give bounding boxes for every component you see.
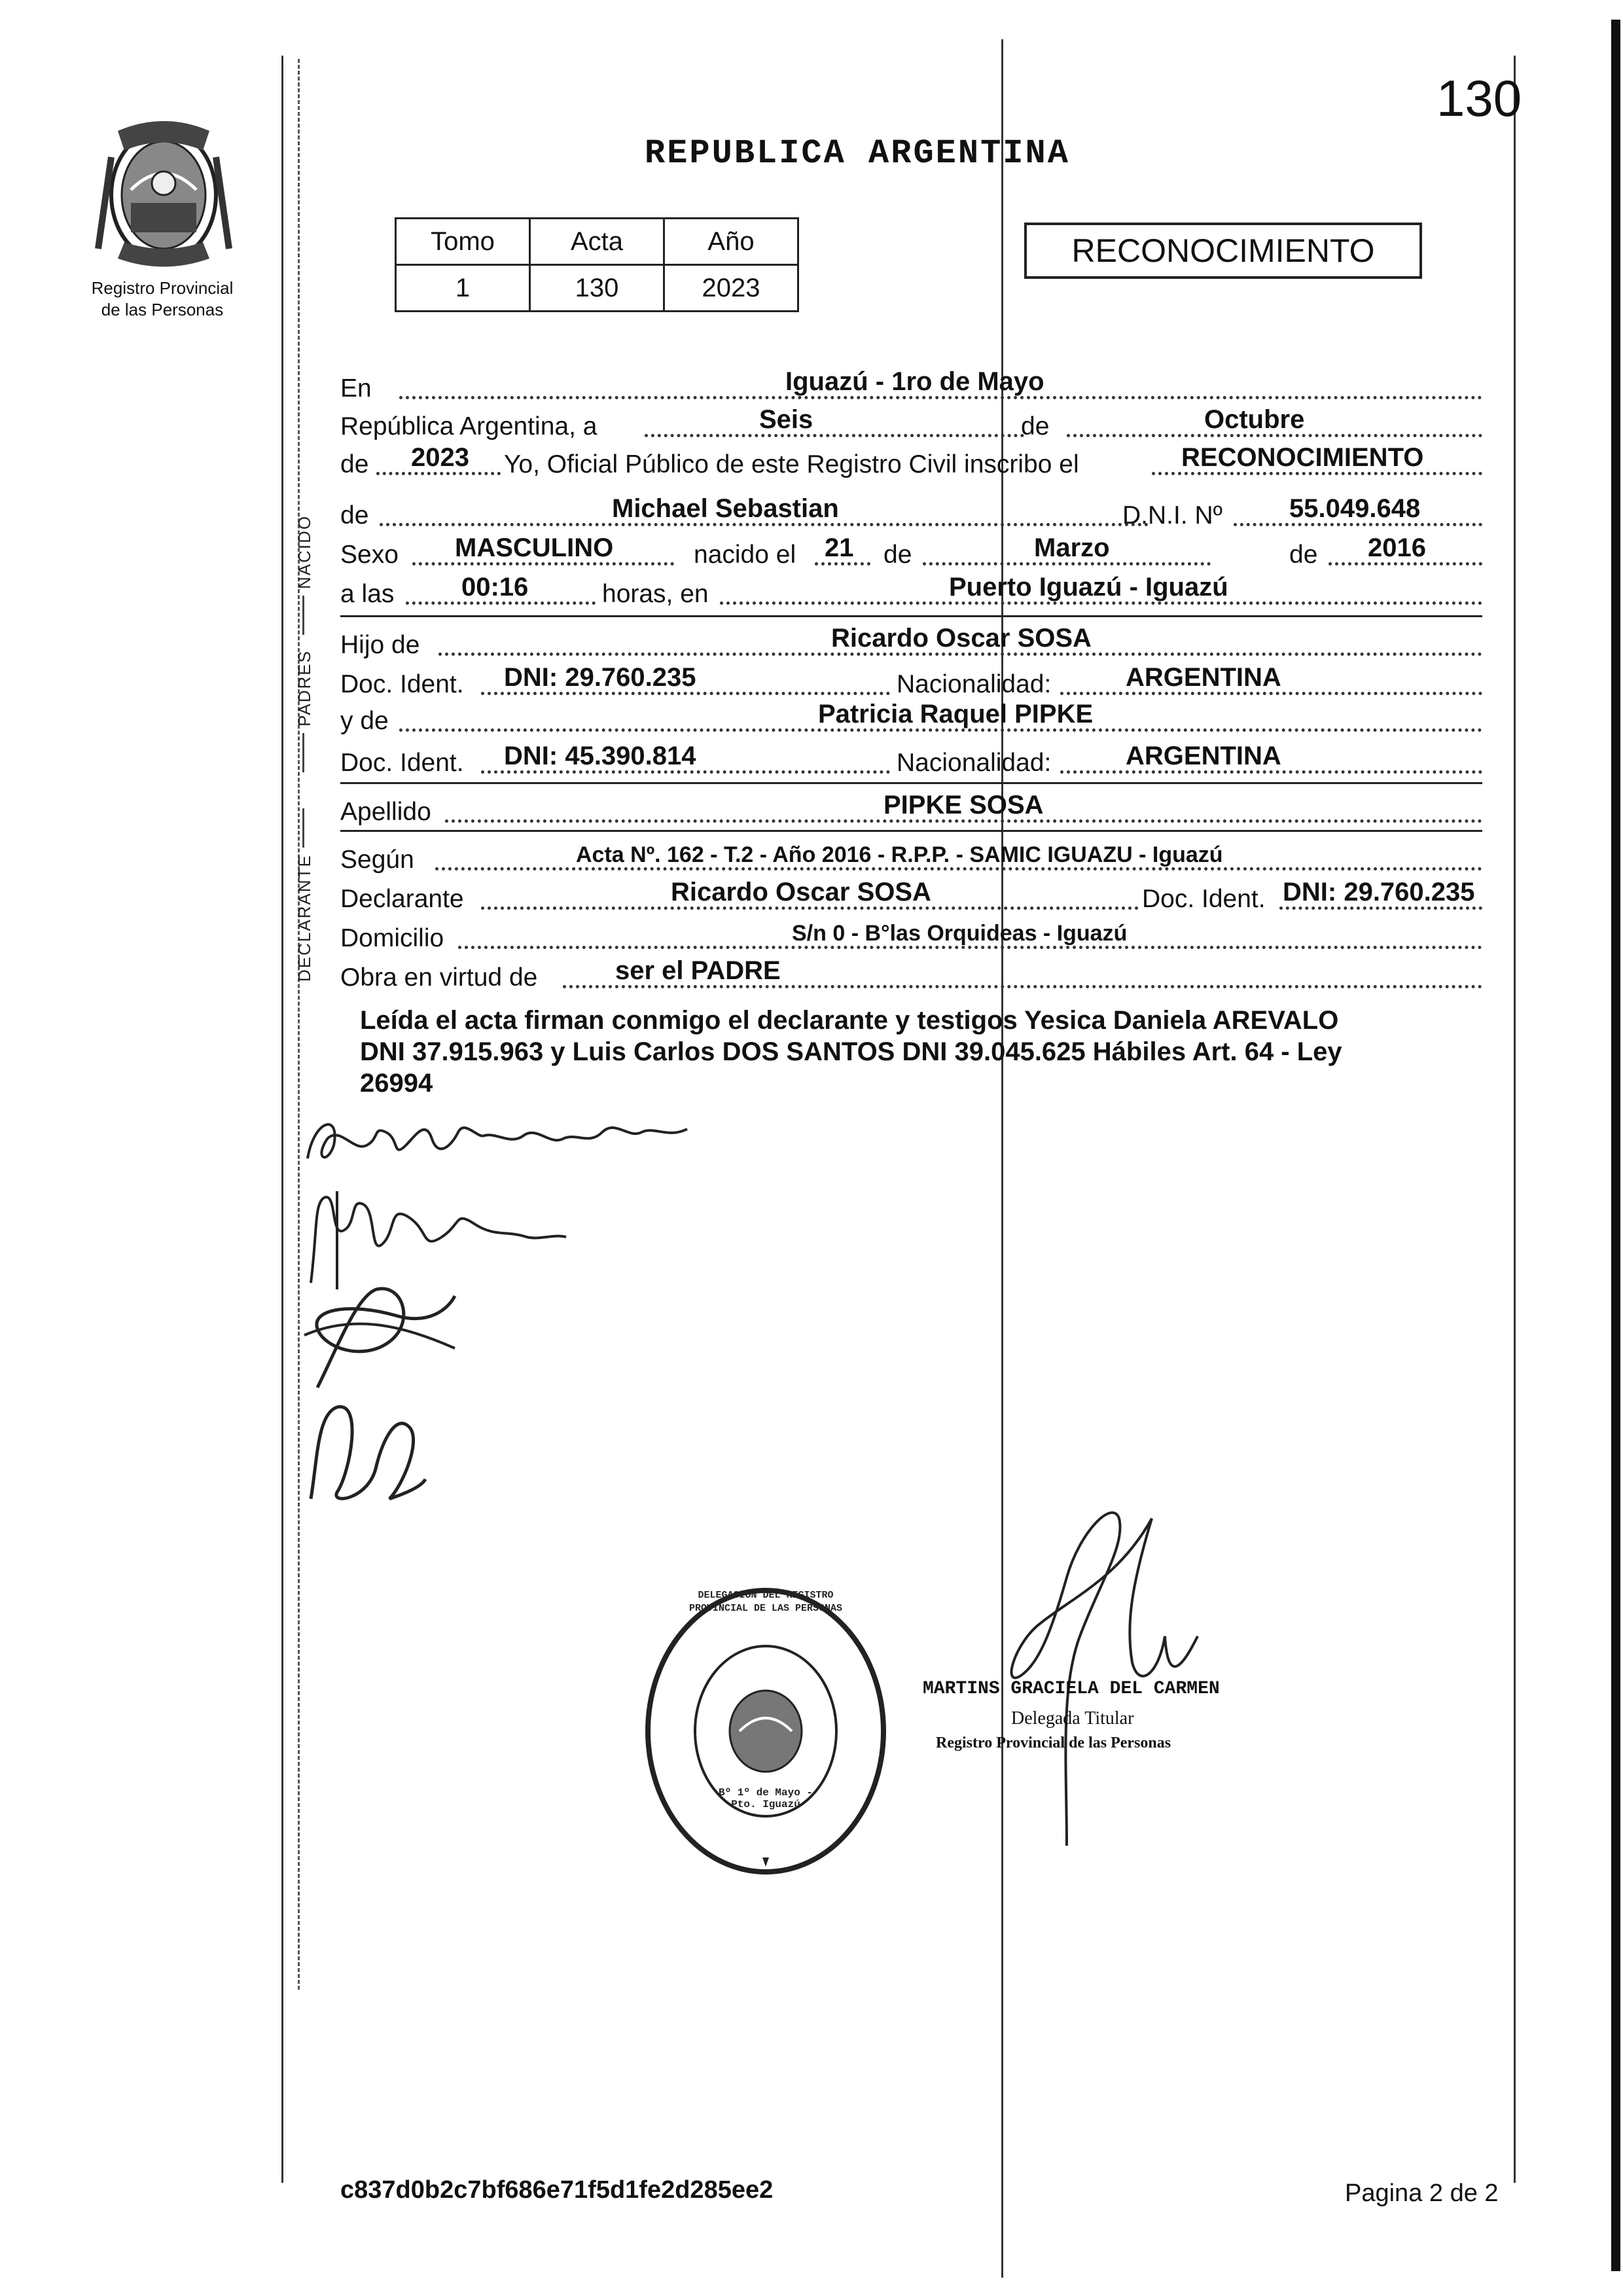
country-title: REPUBLICA ARGENTINA — [645, 134, 1070, 173]
dni-label: D.N.I. Nº — [1122, 501, 1222, 529]
row-hijo — [340, 622, 1482, 664]
nacido-day: 21 — [825, 533, 854, 562]
nac-madre-value: ARGENTINA — [1126, 742, 1281, 770]
declarante-doc-value: DNI: 29.760.235 — [1283, 878, 1475, 906]
doc-padre-value: DNI: 29.760.235 — [504, 663, 696, 692]
doc-type-box: RECONOCIMIENTO — [1024, 223, 1422, 279]
republica-month: Octubre — [1204, 405, 1305, 434]
segun-label: Según — [340, 846, 414, 874]
nombre-value: Michael Sebastian — [612, 494, 839, 523]
domicilio-label: Domicilio — [340, 924, 444, 952]
segun-value: Acta Nº. 162 - T.2 - Año 2016 - R.P.P. - SAMIC IGUAZU - Iguazú — [576, 842, 1223, 867]
tomo-value: 1 — [396, 265, 530, 312]
side-tick-2 — [302, 733, 304, 772]
tomo-header: Tomo — [396, 219, 530, 265]
nacido-de-label: de — [883, 541, 912, 569]
page-number: 130 — [1436, 69, 1522, 127]
nacido-year: 2016 — [1368, 533, 1426, 562]
sexo-value: MASCULINO — [455, 533, 614, 562]
officer-title: Delegada Titular — [1011, 1708, 1134, 1729]
nacido-de2-label: de — [1289, 541, 1318, 569]
apellido-label: Apellido — [340, 798, 431, 826]
nacido-label: nacido el — [694, 541, 796, 569]
acta-value: 130 — [530, 265, 664, 312]
side-label-padres: PADRES — [294, 650, 314, 726]
signature-officer — [969, 1492, 1243, 1859]
side-tick-3 — [302, 808, 304, 848]
domicilio-value: S/n 0 - B°las Orquideas - Iguazú — [792, 921, 1128, 946]
closing-line-1: Leída el acta firman conmigo el declarante y testigos Yesica Daniela AREVALO — [360, 1006, 1339, 1035]
nac-madre-label: Nacionalidad: — [897, 749, 1052, 777]
anio-header: Año — [664, 219, 798, 265]
seal-inner-text: Bº 1º de Mayo - Pto. Iguazú — [718, 1787, 813, 1810]
anio-value: 2023 — [664, 265, 798, 312]
logo-caption-1: Registro Provincial — [91, 278, 234, 298]
nac-padre-label: Nacionalidad: — [897, 670, 1052, 698]
logo-caption-2: de las Personas — [101, 300, 224, 319]
nacido-month: Marzo — [1034, 533, 1110, 562]
side-tick-1 — [302, 596, 304, 635]
horas-en-label: horas, en — [602, 580, 709, 608]
row-obra — [340, 954, 1482, 996]
y-de-label: y de — [340, 707, 389, 735]
row-nombre — [340, 492, 1482, 534]
declarante-label: Declarante — [340, 885, 464, 913]
doc-padre-label: Doc. Ident. — [340, 670, 464, 698]
nac-padre-value: ARGENTINA — [1126, 663, 1281, 692]
signature-testigo-2 — [298, 1388, 429, 1512]
seal-ring-text: DELEGACION DEL REGISTRO PROVINCIAL DE LAS PERSONAS — [688, 1590, 843, 1614]
declarante-doc-label: Doc. Ident. — [1142, 885, 1266, 913]
inscribo-value: RECONOCIMIENTO — [1181, 443, 1424, 472]
obra-label: Obra en virtud de — [340, 963, 538, 992]
row-madre — [340, 698, 1482, 740]
record-table — [395, 217, 799, 312]
officer-name: MARTINS GRACIELA DEL CARMEN — [923, 1679, 1220, 1699]
republica-dots-1 — [645, 434, 1024, 437]
row-sexo — [340, 531, 1482, 573]
hijo-label: Hijo de — [340, 631, 420, 659]
row-en — [340, 365, 1482, 407]
republica-day: Seis — [759, 405, 813, 434]
en-value: Iguazú - 1ro de Mayo — [785, 367, 1044, 396]
document-hash: c837d0b2c7bf686e71f5d1fe2d285ee2 — [340, 2176, 774, 2204]
row-domicilio — [340, 915, 1482, 957]
left-margin-line — [281, 56, 283, 2183]
registry-logo — [92, 118, 236, 275]
coat-of-arms-icon — [92, 118, 236, 275]
hora-label: a las — [340, 580, 395, 608]
divider-3 — [340, 830, 1482, 832]
row-doc-padre — [340, 661, 1482, 703]
de-year-label: de — [340, 450, 369, 478]
row-apellido — [340, 789, 1482, 831]
row-republica — [340, 403, 1482, 445]
acta-header: Acta — [530, 219, 664, 265]
hijo-value: Ricardo Oscar SOSA — [831, 624, 1092, 653]
madre-value: Patricia Raquel PIPKE — [818, 700, 1094, 728]
declarante-value: Ricardo Oscar SOSA — [671, 878, 931, 906]
nombre-label: de — [340, 501, 369, 529]
closing-line-3: 26994 — [360, 1069, 433, 1098]
side-label-declarante: DECLARANTE — [294, 854, 314, 982]
doc-madre-value: DNI: 45.390.814 — [504, 742, 696, 770]
inscribo-text: Yo, Oficial Público de este Registro Civil inscribo el — [504, 450, 1079, 478]
doc-madre-label: Doc. Ident. — [340, 749, 464, 777]
apellido-value: PIPKE SOSA — [883, 791, 1044, 819]
row-declarante — [340, 876, 1482, 918]
right-margin-line — [1514, 56, 1516, 2183]
side-label-nacido: NACIDO — [294, 514, 314, 589]
dni-value: 55.049.648 — [1289, 494, 1421, 523]
right-scan-bar — [1611, 20, 1620, 2271]
row-inscribo — [340, 441, 1482, 483]
closing-line-2: DNI 37.915.963 y Luis Carlos DOS SANTOS DNI 39.045.625 Hábiles Art. 64 - Ley — [360, 1037, 1342, 1066]
lugar-value: Puerto Iguazú - Iguazú — [949, 573, 1228, 601]
row-segun — [340, 836, 1482, 878]
de-year-value: 2023 — [411, 443, 469, 472]
sexo-label: Sexo — [340, 541, 399, 569]
official-seal — [641, 1584, 890, 1878]
row-hora — [340, 571, 1482, 613]
divider-1 — [340, 615, 1482, 617]
closing-text — [360, 1005, 1486, 1099]
divider-2 — [340, 782, 1482, 784]
officer-office: Registro Provincial de las Personas — [936, 1734, 1171, 1751]
signature-declarante — [301, 1100, 694, 1178]
row-doc-madre — [340, 740, 1482, 781]
en-label: En — [340, 374, 372, 403]
republica-de-label: de — [1021, 412, 1050, 440]
left-dashed-line — [298, 59, 300, 1990]
republica-label: República Argentina, a — [340, 412, 597, 440]
page-label: Pagina 2 de 2 — [1345, 2179, 1499, 2207]
hora-value: 00:16 — [461, 573, 529, 601]
obra-value: ser el PADRE — [615, 956, 781, 985]
signature-testigo-1 — [298, 1270, 468, 1401]
